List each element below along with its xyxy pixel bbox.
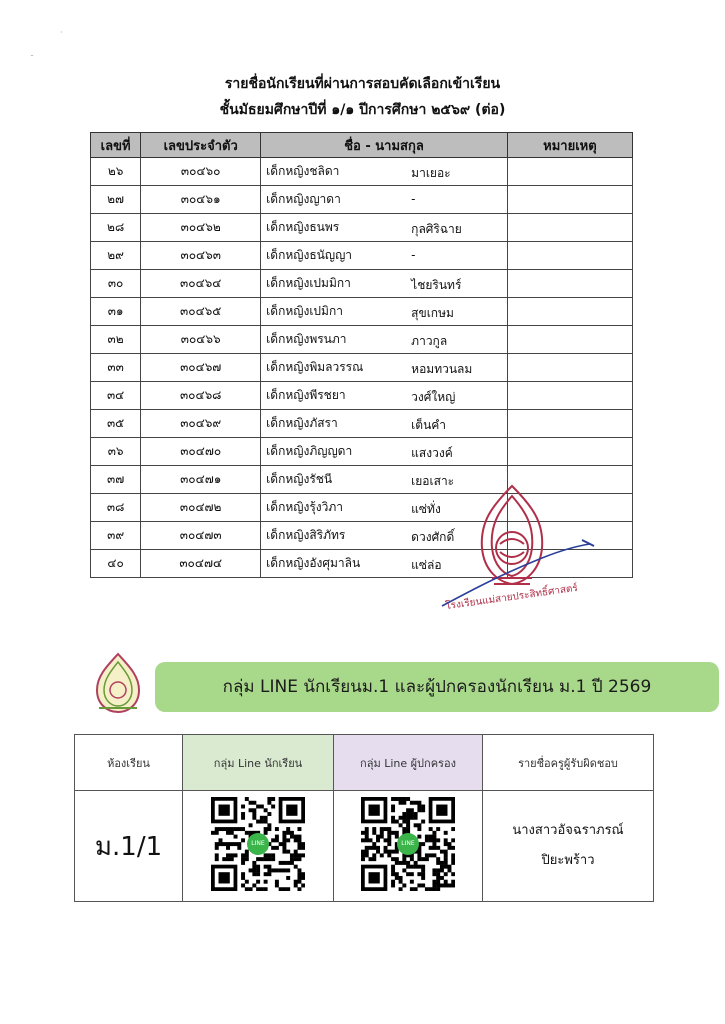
student-first-name: เด็กหญิงชลิดา — [266, 164, 340, 178]
remark-cell — [507, 326, 632, 354]
teacher-surname: ปิยะพร้าว — [541, 853, 595, 868]
student-name-cell — [261, 214, 508, 242]
student-surname: ไชยรินทร์ — [411, 278, 462, 292]
student-first-name: เด็กหญิงภิญญดา — [266, 444, 353, 458]
row-number: ๓๗ — [91, 466, 141, 494]
student-surname: มาเยอะ — [411, 166, 451, 180]
table-row — [91, 186, 633, 214]
remark-cell — [507, 410, 632, 438]
table-row — [91, 270, 633, 298]
student-surname: แซ่ล่อ — [411, 558, 442, 572]
page-subtitle: ชั้นมัธยมศึกษาปีที่ ๑/๑ ปีการศึกษา ๒๕๖๙ (ต่อ) — [219, 102, 506, 118]
row-number: ๒๙ — [91, 242, 141, 270]
qr-table-header-row — [75, 735, 654, 791]
student-surname: สุขเกษม — [411, 306, 454, 320]
seal-caption: โรงเรียนแม่สายประสิทธิ์ศาสตร์ — [444, 582, 579, 613]
student-surname: กุลศิริฉาย — [411, 222, 462, 236]
student-name-cell — [261, 158, 508, 186]
remark-cell — [507, 382, 632, 410]
table-row — [91, 242, 633, 270]
remark-cell — [507, 438, 632, 466]
student-first-name: เด็กหญิงพรนภา — [266, 332, 347, 346]
student-name-cell — [261, 438, 508, 466]
student-surname: เยอเสาะ — [411, 474, 455, 488]
scan-speck: · — [60, 28, 63, 37]
student-surname: ภาวกูล — [411, 334, 448, 348]
scan-speck: ˘ — [30, 54, 34, 63]
student-id: ๓๐๔๖๒ — [141, 214, 261, 242]
student-first-name: เด็กหญิงธนัญญา — [266, 248, 353, 262]
row-number: ๓๐ — [91, 270, 141, 298]
table-row — [91, 438, 633, 466]
header-parent-line-group: กลุ่ม Line ผู้ปกครอง — [334, 735, 483, 791]
table-row — [91, 382, 633, 410]
student-first-name: เด็กหญิงรัชนี — [266, 472, 333, 486]
line-group-table — [74, 734, 654, 902]
student-id: ๓๐๔๗๓ — [141, 522, 261, 550]
student-first-name: เด็กหญิงพีรชยา — [266, 388, 346, 402]
student-name-cell — [261, 354, 508, 382]
parent-line-qr-code[interactable] — [361, 797, 455, 891]
table-row — [91, 410, 633, 438]
school-seal-stamp — [432, 478, 602, 618]
remark-cell — [507, 214, 632, 242]
col-header-student-id: เลขประจำตัว — [141, 133, 261, 158]
student-surname: วงศ์ใหญ่ — [411, 390, 456, 404]
row-number: ๓๘ — [91, 494, 141, 522]
table-row — [91, 326, 633, 354]
row-number: ๓๒ — [91, 326, 141, 354]
student-first-name: เด็กหญิงภัสรา — [266, 416, 338, 430]
row-number: ๓๖ — [91, 438, 141, 466]
student-id: ๓๐๔๖๔ — [141, 270, 261, 298]
student-name-cell — [261, 410, 508, 438]
remark-cell — [507, 354, 632, 382]
student-id: ๓๐๔๖๓ — [141, 242, 261, 270]
header-classroom: ห้องเรียน — [75, 735, 183, 791]
row-number: ๓๙ — [91, 522, 141, 550]
header-responsible-teacher: รายชื่อครูผู้รับผิดชอบ — [483, 735, 654, 791]
remark-cell — [507, 298, 632, 326]
student-qr-cell — [183, 791, 334, 902]
row-number: ๔๐ — [91, 550, 141, 578]
student-first-name: เด็กหญิงเปมมิกา — [266, 276, 351, 290]
student-first-name: เด็กหญิงอังศุมาลิน — [266, 556, 361, 570]
student-id: ๓๐๔๖๐ — [141, 158, 261, 186]
row-number: ๓๔ — [91, 382, 141, 410]
remark-cell — [507, 158, 632, 186]
student-id: ๓๐๔๖๖ — [141, 326, 261, 354]
student-id: ๓๐๔๗๔ — [141, 550, 261, 578]
student-surname: แสงวงค์ — [411, 446, 453, 460]
student-surname: แซ่ทั่ง — [411, 502, 441, 516]
classroom-label: ม.1/1 — [75, 791, 183, 902]
student-surname: - — [411, 192, 416, 206]
student-first-name: เด็กหญิงสิริภัทร — [266, 528, 346, 542]
table-row — [91, 298, 633, 326]
row-number: ๓๑ — [91, 298, 141, 326]
student-first-name: เด็กหญิงเปมิกา — [266, 304, 343, 318]
student-id: ๓๐๔๗๑ — [141, 466, 261, 494]
remark-cell — [507, 270, 632, 298]
student-id: ๓๐๔๖๙ — [141, 410, 261, 438]
student-first-name: เด็กหญิงพิมลวรรณ — [266, 360, 364, 374]
student-id: ๓๐๔๖๕ — [141, 298, 261, 326]
parent-qr-cell — [334, 791, 483, 902]
teacher-first-name: นางสาวอัจฉราภรณ์ — [512, 823, 624, 838]
student-name-cell — [261, 326, 508, 354]
student-first-name: เด็กหญิงญาดา — [266, 192, 341, 206]
row-number: ๒๗ — [91, 186, 141, 214]
student-name-cell — [261, 242, 508, 270]
line-logo-icon: LINE — [247, 833, 269, 855]
row-number: ๒๖ — [91, 158, 141, 186]
student-line-qr-code[interactable] — [211, 797, 305, 891]
qr-table-row — [75, 791, 654, 902]
student-surname: - — [411, 248, 416, 262]
col-header-number: เลขที่ — [91, 133, 141, 158]
student-id: ๓๐๔๗๐ — [141, 438, 261, 466]
header-student-line-group: กลุ่ม Line นักเรียน — [183, 735, 334, 791]
remark-cell — [507, 242, 632, 270]
student-id: ๓๐๔๗๒ — [141, 494, 261, 522]
student-surname: เต็นคำ — [411, 418, 447, 432]
student-surname: หอมทวนลม — [411, 362, 473, 376]
row-number: ๓๓ — [91, 354, 141, 382]
student-id: ๓๐๔๖๑ — [141, 186, 261, 214]
student-name-cell — [261, 270, 508, 298]
table-row — [91, 158, 633, 186]
table-row — [91, 354, 633, 382]
page-title: รายชื่อนักเรียนที่ผ่านการสอบคัดเลือกเข้าเรียน — [224, 76, 501, 92]
remark-cell — [507, 186, 632, 214]
row-number: ๓๕ — [91, 410, 141, 438]
student-id: ๓๐๔๖๘ — [141, 382, 261, 410]
table-row — [91, 214, 633, 242]
row-number: ๒๘ — [91, 214, 141, 242]
student-first-name: เด็กหญิงรุ้งวิภา — [266, 500, 344, 514]
student-surname: ดวงศักดิ์ — [411, 530, 455, 544]
col-header-remark: หมายเหตุ — [507, 133, 632, 158]
teacher-cell — [483, 791, 654, 902]
school-logo — [85, 652, 151, 714]
student-first-name: เด็กหญิงธนพร — [266, 220, 340, 234]
col-header-name: ชื่อ - นามสกุล — [261, 133, 508, 158]
student-name-cell — [261, 382, 508, 410]
student-name-cell — [261, 186, 508, 214]
table-header-row — [91, 133, 633, 158]
student-id: ๓๐๔๖๗ — [141, 354, 261, 382]
line-group-banner: กลุ่ม LINE นักเรียนม.1 และผู้ปกครองนักเรียน ม.1 ปี 2569 — [155, 662, 719, 712]
line-logo-icon: LINE — [397, 833, 419, 855]
student-name-cell — [261, 298, 508, 326]
